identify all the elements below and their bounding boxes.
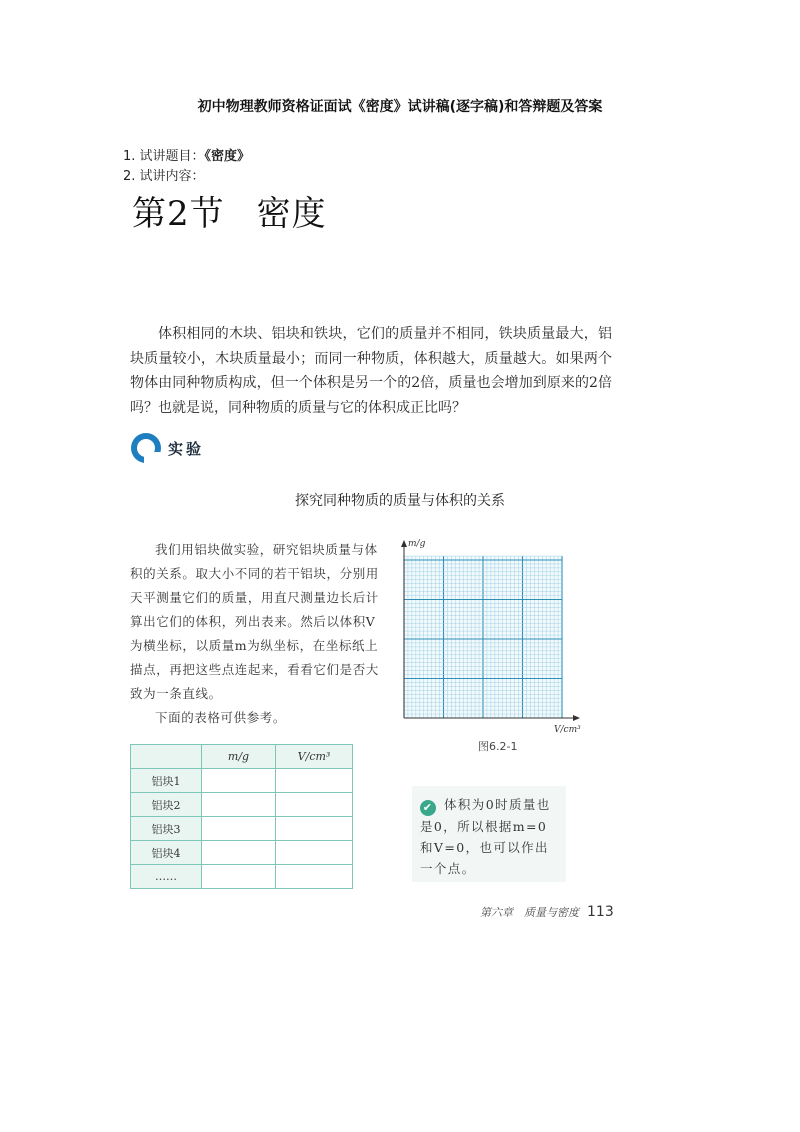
x-axis-arrow [573,715,580,721]
x-axis-label: V/cm³ [554,725,581,734]
data-table [130,744,353,889]
table-header-row [131,745,353,769]
volume-cell [276,769,353,793]
tip-content [420,794,560,879]
row-label: 铝块4 [131,841,202,865]
graph-paper [396,538,596,738]
experiment-icon [130,432,162,464]
topic-value: 《密度》 [204,149,251,164]
page-number: 113 [587,904,614,920]
reference-table [130,744,353,889]
row-label: 铝块2 [131,793,202,817]
volume-cell [276,817,353,841]
experiment-label: 实验 [168,439,205,458]
tip-text: 体积为0时质量也是0，所以根据m=0和V=0，也可以作出一个点。 [420,797,551,876]
mass-cell [202,865,276,889]
header-cell-empty [131,745,202,769]
table-row [131,841,353,865]
volume-cell [276,865,353,889]
tip-box [412,786,566,882]
mass-cell [202,817,276,841]
volume-cell [276,793,353,817]
graph-svg [396,538,596,734]
mass-cell [202,793,276,817]
row-label: 铝块3 [131,817,202,841]
header-cell-mass: m/g [202,745,276,769]
table-row [131,769,353,793]
topic-line [123,145,250,164]
experiment-badge [130,432,204,464]
experiment-title: 探究同种物质的质量与体积的关系 [295,493,505,509]
footer-chapter: 第六章 质量与密度 [480,906,579,919]
content-line: 2. 试讲内容： [123,169,205,184]
header-cell-volume: V/cm³ [276,745,353,769]
table-row [131,865,353,889]
mass-cell [202,841,276,865]
mass-cell [202,769,276,793]
section-number: 第2节 [132,194,225,234]
y-axis-label: m/g [408,539,426,549]
document-title: 初中物理教师资格证面试《密度》试讲稿(逐字稿)和答辩题及答案 [197,99,603,115]
row-label: 铝块1 [131,769,202,793]
volume-cell [276,841,353,865]
section-name: 密度 [256,194,327,234]
y-axis-arrow [401,540,407,547]
intro-paragraph: 体积相同的木块、铝块和铁块，它们的质量并不相同，铁块质量最大，铝块质量较小，木块质量最小；而同一种物质，体积越大，质量越大。如果两个物体由同种物质构成，但一个体积是另一个的2倍，质量也会增加到原来的2倍吗？也就是说，同种物质的质量与它的体积成正比吗？ [130,326,612,416]
figure-caption: 图6.2-1 [478,740,518,753]
experiment-paragraph: 我们用铝块做实验，研究铝块质量与体积的关系。取大小不同的若干铝块，分别用天平测量它们的质量，用直尺测量边长后计算出它们的体积，列出表来。然后以体积V为横坐标，以质量m为纵坐标，在坐标纸上描点，再把这些点连起来，看看它们是否大致为一条直线。 [130,542,379,701]
section-title [132,186,327,235]
leaf-icon: ✔ [420,800,436,816]
page-footer [480,904,614,920]
table-hint: 下面的表格可供参考。 [155,710,287,725]
experiment-text [130,538,380,730]
table-row [131,793,353,817]
topic-label: 1. 试讲题目： [123,149,205,164]
table-row [131,817,353,841]
row-label: …… [131,865,202,889]
